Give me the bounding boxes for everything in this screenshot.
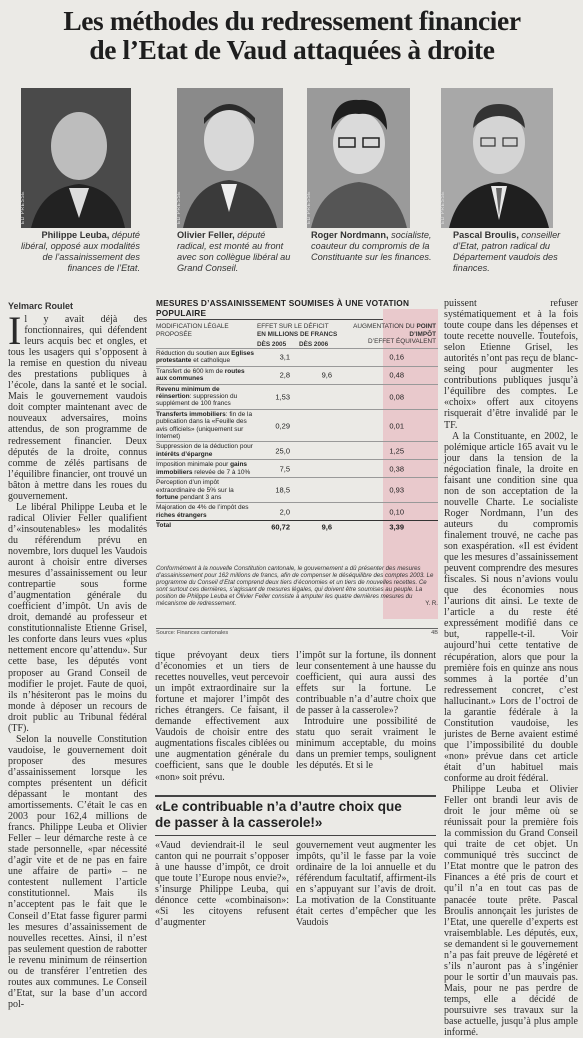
- total-value-2005: 60,72: [271, 521, 290, 531]
- photo-broulis: [441, 88, 553, 228]
- photo-leuba: [21, 88, 131, 228]
- header-effect-line2: EN MILLIONS DE FRANCS: [257, 330, 338, 338]
- table-note-text: Conformément à la nouvelle Constitution cantonale, le gouvernement a dû présenter des mesures d’assainissement pour 162 millions de francs, afin de compenser le déséquilibre des comptes 2003. Le programme du Conseil d’Etat comprend deux tiers d’économies et un tiers de nouvelles recettes. Ce sont surtout ces dernières, s’agissant de mesures légales, qui doivent être soumises au peuple. La position de Philippe Leuba et Olivier Feller consiste à amputer les quatre dernières mesures du mécanisme de redressement.: [156, 565, 434, 607]
- caption-broulis: [453, 230, 575, 274]
- table-source-text: Source: Finances cantonales: [156, 630, 229, 636]
- row-label-bold: Transferts immobiliers: [156, 410, 226, 418]
- table-row: [156, 348, 438, 366]
- row-tax-point: 0,10: [389, 507, 404, 517]
- photo-credit: ED PRESSE: [440, 190, 446, 224]
- table-row: [156, 384, 438, 409]
- row-label-text: Suppression de la déduction pour: [156, 443, 253, 451]
- header-tax-line2: POINT D’IMPÔT: [409, 323, 436, 338]
- paragraph: l’impôt sur la fortune, ils donnent leur consentement à une hausse du coefficient, qui aura aussi des effets sur la fortune. Le contribuable n’a d’autre choix que de passer à la casserole»?: [296, 650, 436, 717]
- row-label-bold: fortune: [156, 493, 179, 501]
- row-label: [156, 367, 256, 384]
- total-tax-point: 3,39: [389, 521, 404, 531]
- header-measure: MODIFICATION LÉGALE PROPOSÉE: [156, 323, 229, 338]
- photo-credit: ED PRESSE: [176, 190, 182, 224]
- table-note: [156, 565, 438, 607]
- row-value-2005: 1,53: [275, 392, 290, 402]
- table-title: MESURES D’ASSAINISSEMENT SOUMISES À UNE VOTATION POPULAIRE: [156, 298, 438, 320]
- headline-line2: de l’Etat de Vaud attaquées à droite: [89, 34, 495, 65]
- paragraph: Introduire une possibilité de statu quo serait vraiment le minimum acceptable, du moins dans un premier temps, soulignent les députés. Et si le: [296, 716, 436, 772]
- article-column-3: [296, 650, 436, 772]
- portrait-leuba-image: [21, 88, 131, 228]
- article-column-2: [155, 650, 289, 783]
- row-label-bold: intérêts d’épargne: [156, 450, 213, 458]
- table-body: [156, 348, 438, 532]
- table-row: [156, 477, 438, 502]
- row-value-2005: 2,8: [279, 370, 290, 380]
- row-value-2005: 25,0: [275, 446, 290, 456]
- paragraph: Philippe Leuba et Olivier Feller ont brandi leur avis de droit le jour même où se réunissait pour la première fois la commission du Grand Conseil qui traite de cet objet. Un communiqué très succinct de l’Etat montre que le patron des Finances a été pris de court et qu’il n’a en tout cas pas de panacée toute prête. Pascal Broulis annonçait les juristes de l’Etat, une querelle d’experts est vraisemblable. Les députés, eux, se demandent si le gouvernement n’a pas fait preuve de légèreté et s’ils n’auront pas à s’ingénier pour le sortir d’un mauvais pas. Mais, pour ne pas perdre de temps, elle a décidé de poursuivre ses travaux sur la base actuelle, jusqu’à plus ample informé.: [444, 784, 578, 1038]
- paragraph: Le libéral Philippe Leuba et le radical Olivier Feller qualifient d’«insoutenables» les modalités du référendum prévu en novembre, lors duquel les Vaudois auront à choisir entre diverses mesures d’assainissement ou leur contrepartie sous forme d’augmentation générale du coefficient d’impôt. Un avis de droit, demandé au professeur et constitutionnaliste Etienne Grisel, les conforte dans leurs vues «plus nettement encore qu’attendu». Sur cette base, les députés vont proposer au Grand Conseil de modifier le projet. Faute de quoi, ils n’hésiteront pas le moins du monde à déposer un recours de droit public au Tribunal fédéral (TF).: [8, 501, 147, 734]
- article-column-4: [444, 298, 578, 1038]
- row-value-2006: 9,6: [321, 370, 332, 380]
- paragraph: A la Constituante, en 2002, le polémique article 165 avait vu le jour dans la tension de la négociation finale, la droite en faisant une condition sine qua non de son acceptation de la nouvelle Charte. Le socialiste Roger Nordmann, l’un des auteurs du compromis finalement trouvé, ne cache pas son exaspération. «Il est évident que les mesures d’assainissement peuvent comprendre des mesures fiscales. Si nous n’avions voulu que des économies nous l’aurions dit ainsi. Le texte de l’article a du reste été expressément modifié dans ce but, rappelle-t-il. Voir aujourd’hui cette tentative de récupération, alors que pour la première fois en quinze ans nous sommes à la portée d’un redressement concret, c’est hallucinant.» Lors de l’octroi de la garantie fédérale à la Constitution vaudoise, les juristes de Berne avaient estimé que l’impossibilité du double «non» prévue dans cet article était d’un habituel mais conforme au droit fédéral.: [444, 430, 578, 785]
- row-tax-point: 1,25: [389, 446, 404, 456]
- row-value-2005: 7,5: [279, 463, 290, 473]
- portrait-nordmann-image: [307, 88, 410, 228]
- total-value-2006: 9,6: [321, 521, 332, 531]
- paragraph: [8, 308, 147, 502]
- article-column-3-continued: [296, 840, 436, 928]
- photo-credit: ED PRESSE: [20, 190, 26, 224]
- row-tax-point: 0,16: [389, 352, 404, 362]
- paragraph: tique prévoyant deux tiers d’économies et un tiers de recettes nouvelles, veut percevoir un impôt extraordinaire sur la fortune et majorer l’impôt des riches étrangers. Ce faisant, il demande effectivement aux Vaudois de choisir entre des augmentations fiscales ciblées ou une augmentation générale du coefficient, sans que le double «non» soit prévu.: [155, 650, 289, 783]
- row-label-bold: riches étrangers: [156, 511, 207, 519]
- row-label: [156, 442, 256, 459]
- photo-strip: [17, 88, 577, 228]
- paragraph-text: l y avait déjà des fonctionnaires, qui défendent leurs acquis bec et ongles, et tous les usagers qui s’opposent à la remise en question du niveau des prestations publiques à l’école, dans la santé et le social. Mais le gouvernement vaudois doit compter maintenant avec de nouveaux adversaires, moins attendus, de son programme de redressement financier. Deux députés de la droite, connus comme de zélés partisans de l’équilibre financier, ont trouvé un bâton à mettre dans les roues du gouvernement.: [8, 314, 147, 502]
- row-label: [156, 460, 256, 477]
- row-value-2005: 18,5: [275, 485, 290, 495]
- header-tax-line3: D’EFFET ÉQUIVALENT: [368, 338, 436, 345]
- photo-feller: [177, 88, 283, 228]
- row-tax-point: 0,01: [389, 420, 404, 430]
- table-row: [156, 502, 438, 520]
- row-value-2005: 3,1: [279, 352, 290, 362]
- caption-text: député libéral, opposé aux modalités de l’assainissement des finances de l’Etat.: [21, 230, 140, 273]
- row-label: [156, 385, 256, 409]
- row-label-bold: gains immobiliers: [156, 461, 248, 476]
- row-tax-point: 0,08: [389, 392, 404, 402]
- caption-name: Olivier Feller,: [177, 230, 235, 240]
- paragraph: puissent refuser systématiquement et à la fois toute coupe dans les dépenses et toute recette nouvelle. Toutefois, selon Etienne Grisel, les autorités n’ont pas reçu de blanc-seing pour augmenter les contributions publiques jusqu’à l’équilibre des comptes. Le «choix» offert aux citoyens risquerait d’être invalidé par le TF.: [444, 298, 578, 431]
- row-label-text: Transfert de 600 km de: [156, 367, 225, 375]
- table-note-signature: Y. R.: [425, 600, 438, 607]
- row-label-text: Perception d’un impôt extraordinaire de 5% sur la: [156, 479, 234, 494]
- row-label-bold: routes aux communes: [156, 367, 245, 383]
- photo-credit: ED PRESSE: [306, 190, 312, 224]
- row-label: [156, 410, 256, 442]
- table-total-row: [156, 520, 438, 532]
- row-label-text: : fin de la publication dans la «Feuille des avis officiels» (uniquement sur Internet): [156, 410, 253, 441]
- row-tax-point: 0,38: [389, 463, 404, 473]
- pull-quote: «Le contribuable n’a d’autre choix que de passer à la casserole!»: [155, 799, 402, 830]
- headline: [6, 6, 578, 64]
- caption-text: conseiller d’Etat, patron radical du Département vaudois des finances.: [453, 230, 561, 273]
- article-column-2-continued: [155, 840, 289, 928]
- caption-feller: [177, 230, 295, 274]
- table-source-code: 4B: [431, 630, 438, 636]
- row-label: [156, 503, 256, 520]
- row-tax-point: 0,93: [389, 485, 404, 495]
- row-label-text: Majoration de 4% de l’impôt des: [156, 504, 249, 512]
- caption-name: Philippe Leuba,: [41, 230, 110, 240]
- paragraph: gouvernement veut augmenter les impôts, qu’il le fasse par la voie ordinaire de la loi annuelle et du référendum facultatif, affirment-ils en s’appuyant sur l’avis de droit. La motivation de la Constituante était certes d’empêcher que les Vaudois: [296, 840, 436, 929]
- row-label-text: et catholique: [191, 357, 231, 365]
- quote-rule-bottom: [155, 835, 436, 836]
- caption-text: socialiste, coauteur du compromis de la Constituante sur les finances.: [311, 230, 432, 262]
- measures-table: [156, 298, 438, 641]
- table-row: [156, 441, 438, 459]
- row-label-text: pendant 3 ans: [178, 493, 222, 501]
- total-label: Total: [156, 522, 172, 530]
- portrait-broulis-image: [441, 88, 553, 228]
- header-year-2005: DÈS 2005: [257, 341, 287, 348]
- row-label-text: Réduction du soutien aux: [156, 350, 232, 357]
- row-label: [156, 349, 256, 366]
- row-value-2005: 0,29: [275, 420, 290, 430]
- caption-name: Roger Nordmann,: [311, 230, 389, 240]
- byline: Yelmarc Roulet: [8, 301, 74, 311]
- header-tax-line1: AUGMENTATION DU: [353, 323, 415, 330]
- paragraph: «Vaud deviendrait-il le seul canton qui ne pourrait s’opposer à une hausse d’impôt, ce droit que toute l’Europe nous envie?», s’insurge Philippe Leuba, qui dénonce cette «combinaison»: «Si les citoyens refusent d’augmenter: [155, 840, 289, 929]
- table-header: [156, 320, 438, 348]
- quote-rule-top: [155, 795, 436, 797]
- photo-nordmann: [307, 88, 410, 228]
- caption-leuba: [20, 230, 140, 274]
- paragraph: Selon la nouvelle Constitution vaudoise, le gouvernement doit proposer des mesures d’assainissement lorsque les comptes présentent un déficit dépassant le montant des amortissements. C’était le cas en 2003 pour 162,4 millions de francs. Philippe Leuba et Olivier Feller – leur démarche reste à ce stade personnelle, «par nécessité d’agir vite et de ne pas en faire une affaire de parti» – ne contestent nullement l’article constitutionnel. Mais ils n’acceptent pas le fait que le Conseil d’Etat fasse figurer parmi les mesures d’assainissement de nouvelles recettes. Ainsi, il n’est pas seulement question de rabotter le revenu minimum de réinsertion ou de transférer l’entretien des routes aux communes. Le Conseil d’Etat, sur la base d’un accord pol-: [8, 733, 147, 1010]
- table-source: [156, 628, 438, 636]
- table-row: [156, 409, 438, 442]
- table-row: [156, 459, 438, 477]
- row-label-text: : suppression du supplément de 100 francs: [156, 393, 238, 408]
- caption-text: député radical, est monté au front avec son collègue libéral au Grand Conseil.: [177, 230, 291, 273]
- header-tax-point: [336, 323, 436, 346]
- row-tax-point: 0,48: [389, 370, 404, 380]
- caption-nordmann: [311, 230, 433, 263]
- portrait-feller-image: [177, 88, 283, 228]
- caption-name: Pascal Broulis,: [453, 230, 519, 240]
- row-label-text: Imposition minimale pour: [156, 461, 231, 469]
- row-label-bold: Revenu minimum de réinsertion: [156, 385, 220, 401]
- header-year-2006: DÈS 2006: [299, 341, 329, 348]
- row-label-text: relevée de 7 à 10%: [192, 468, 251, 476]
- headline-line1: Les méthodes du redressement financier: [63, 5, 521, 36]
- drop-cap: I: [8, 308, 22, 353]
- row-label-bold: Eglises protestante: [156, 350, 254, 365]
- header-effect-line1: EFFET SUR LE DÉFICIT: [257, 323, 329, 330]
- article-column-1: [8, 308, 147, 1010]
- table-row: [156, 366, 438, 384]
- row-label: [156, 478, 256, 502]
- row-value-2005: 2,0: [279, 507, 290, 517]
